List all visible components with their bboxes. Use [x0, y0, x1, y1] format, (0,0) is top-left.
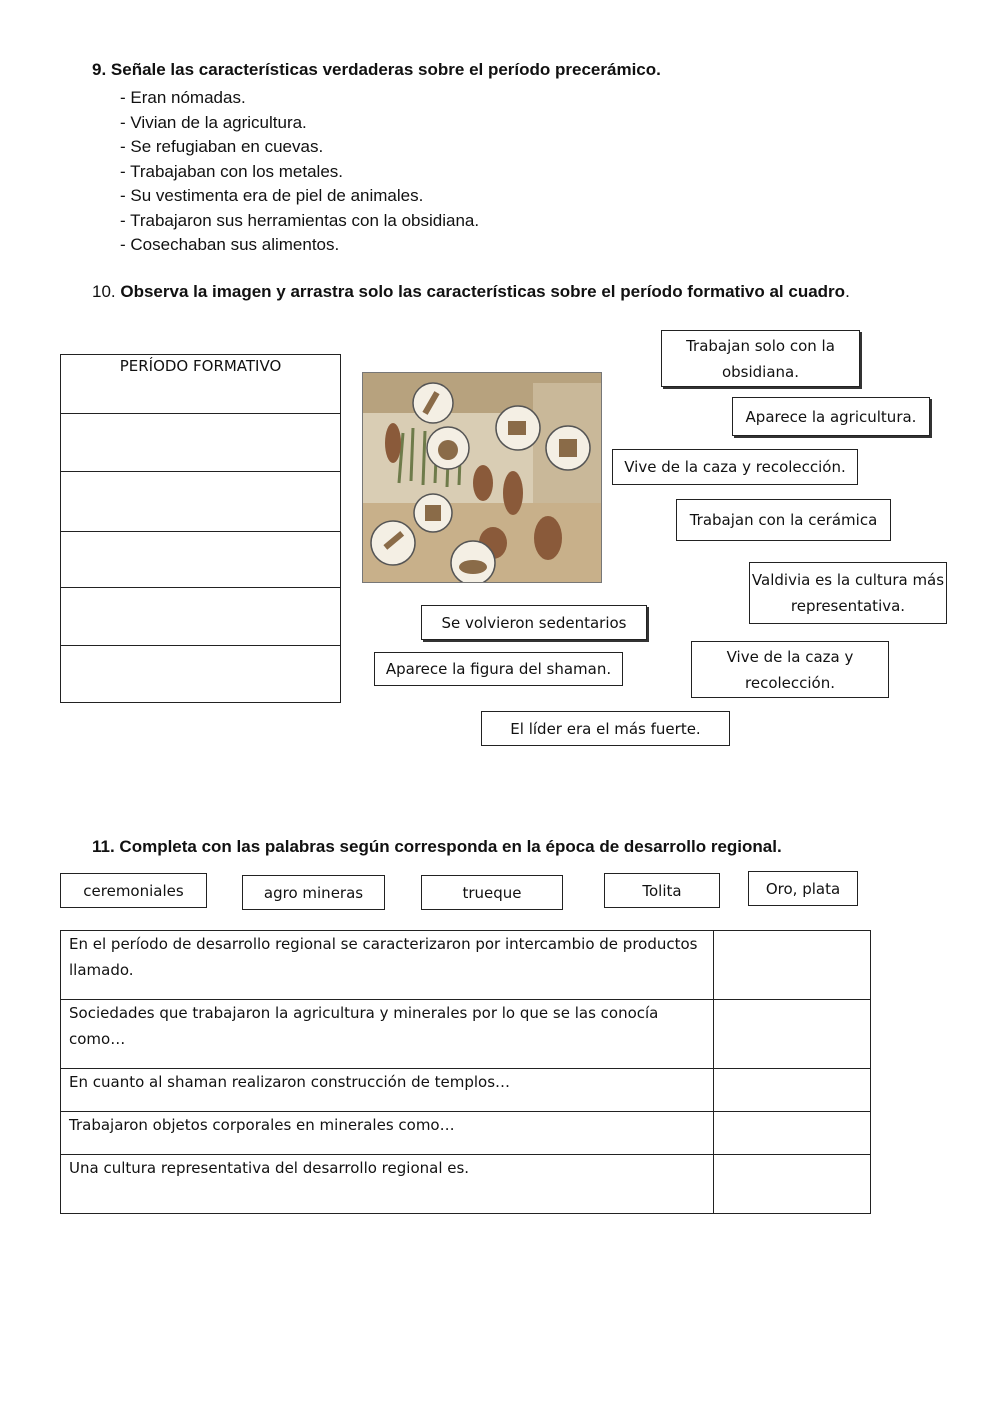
question-9-options [120, 86, 479, 258]
word-chip[interactable]: trueque [421, 875, 563, 910]
drag-card[interactable]: Vive de la caza y recolección. [612, 449, 858, 485]
drag-card[interactable]: Se volvieron sedentarios [421, 605, 647, 640]
drag-card[interactable]: El líder era el más fuerte. [481, 711, 730, 746]
word-chip[interactable]: Tolita [604, 873, 720, 908]
question-10-number: 10. [92, 282, 121, 301]
option-item[interactable]: - Se refugiaban en cuevas. [120, 137, 324, 156]
answer-slot[interactable] [714, 1155, 871, 1214]
option-item[interactable]: - Vivian de la agricultura. [120, 112, 307, 132]
drag-card[interactable]: Trabajan con la cerámica [676, 499, 891, 541]
option-item[interactable]: - Cosechaban sus alimentos. [120, 235, 340, 254]
statement-cell: Una cultura representativa del desarrollo regional es. [61, 1155, 714, 1214]
word-chip[interactable]: agro mineras [242, 875, 385, 910]
drop-slot[interactable] [61, 532, 341, 588]
answer-slot[interactable] [714, 1069, 871, 1112]
illustration-scene [363, 373, 601, 582]
drop-slot[interactable] [61, 646, 341, 703]
drag-card[interactable]: Aparece la figura del shaman. [374, 652, 623, 686]
drop-slot[interactable] [61, 588, 341, 646]
statement-cell: Sociedades que trabajaron la agricultura y minerales por lo que se las conocía como… [61, 1000, 714, 1069]
answer-slot[interactable] [714, 1000, 871, 1069]
question-10-period: . [845, 282, 850, 301]
drag-card[interactable]: Vive de la caza y recolección. [691, 641, 889, 698]
drop-slot[interactable] [61, 414, 341, 472]
formative-period-illustration [362, 372, 602, 583]
question-9-title: 9. Señale las características verdaderas sobre el período precerámico. [92, 60, 661, 79]
drag-card[interactable]: Valdivia es la cultura más representativa. [749, 562, 947, 624]
word-chip[interactable]: ceremoniales [60, 873, 207, 908]
option-item[interactable]: - Trabajaron sus herramientas con la obsidiana. [120, 210, 480, 230]
option-item[interactable]: - Su vestimenta era de piel de animales. [120, 186, 424, 205]
regional-development-table [60, 930, 871, 1214]
drop-slot[interactable] [61, 472, 341, 532]
statement-cell: En el período de desarrollo regional se caracterizaron por intercambio de productos llamado. [61, 931, 714, 1000]
question-10-title [92, 282, 850, 302]
drag-card[interactable]: Aparece la agricultura. [732, 397, 930, 436]
answer-slot[interactable] [714, 1112, 871, 1155]
drag-card[interactable]: Trabajan solo con la obsidiana. [661, 330, 860, 387]
answer-slot[interactable] [714, 931, 871, 1000]
statement-cell: Trabajaron objetos corporales en minerales como… [61, 1112, 714, 1155]
word-chip[interactable]: Oro, plata [748, 871, 858, 906]
question-11-title: 11. Completa con las palabras según corresponda en la época de desarrollo regional. [92, 837, 782, 856]
question-10-text: Observa la imagen y arrastra solo las características sobre el período formativo al cuadro [120, 282, 846, 301]
option-item[interactable]: - Eran nómadas. [120, 88, 246, 107]
formative-period-table [60, 354, 341, 703]
option-item[interactable]: - Trabajaban con los metales. [120, 161, 344, 181]
statement-cell: En cuanto al shaman realizaron construcción de templos… [61, 1069, 714, 1112]
formative-table-header: PERÍODO FORMATIVO [61, 355, 341, 414]
